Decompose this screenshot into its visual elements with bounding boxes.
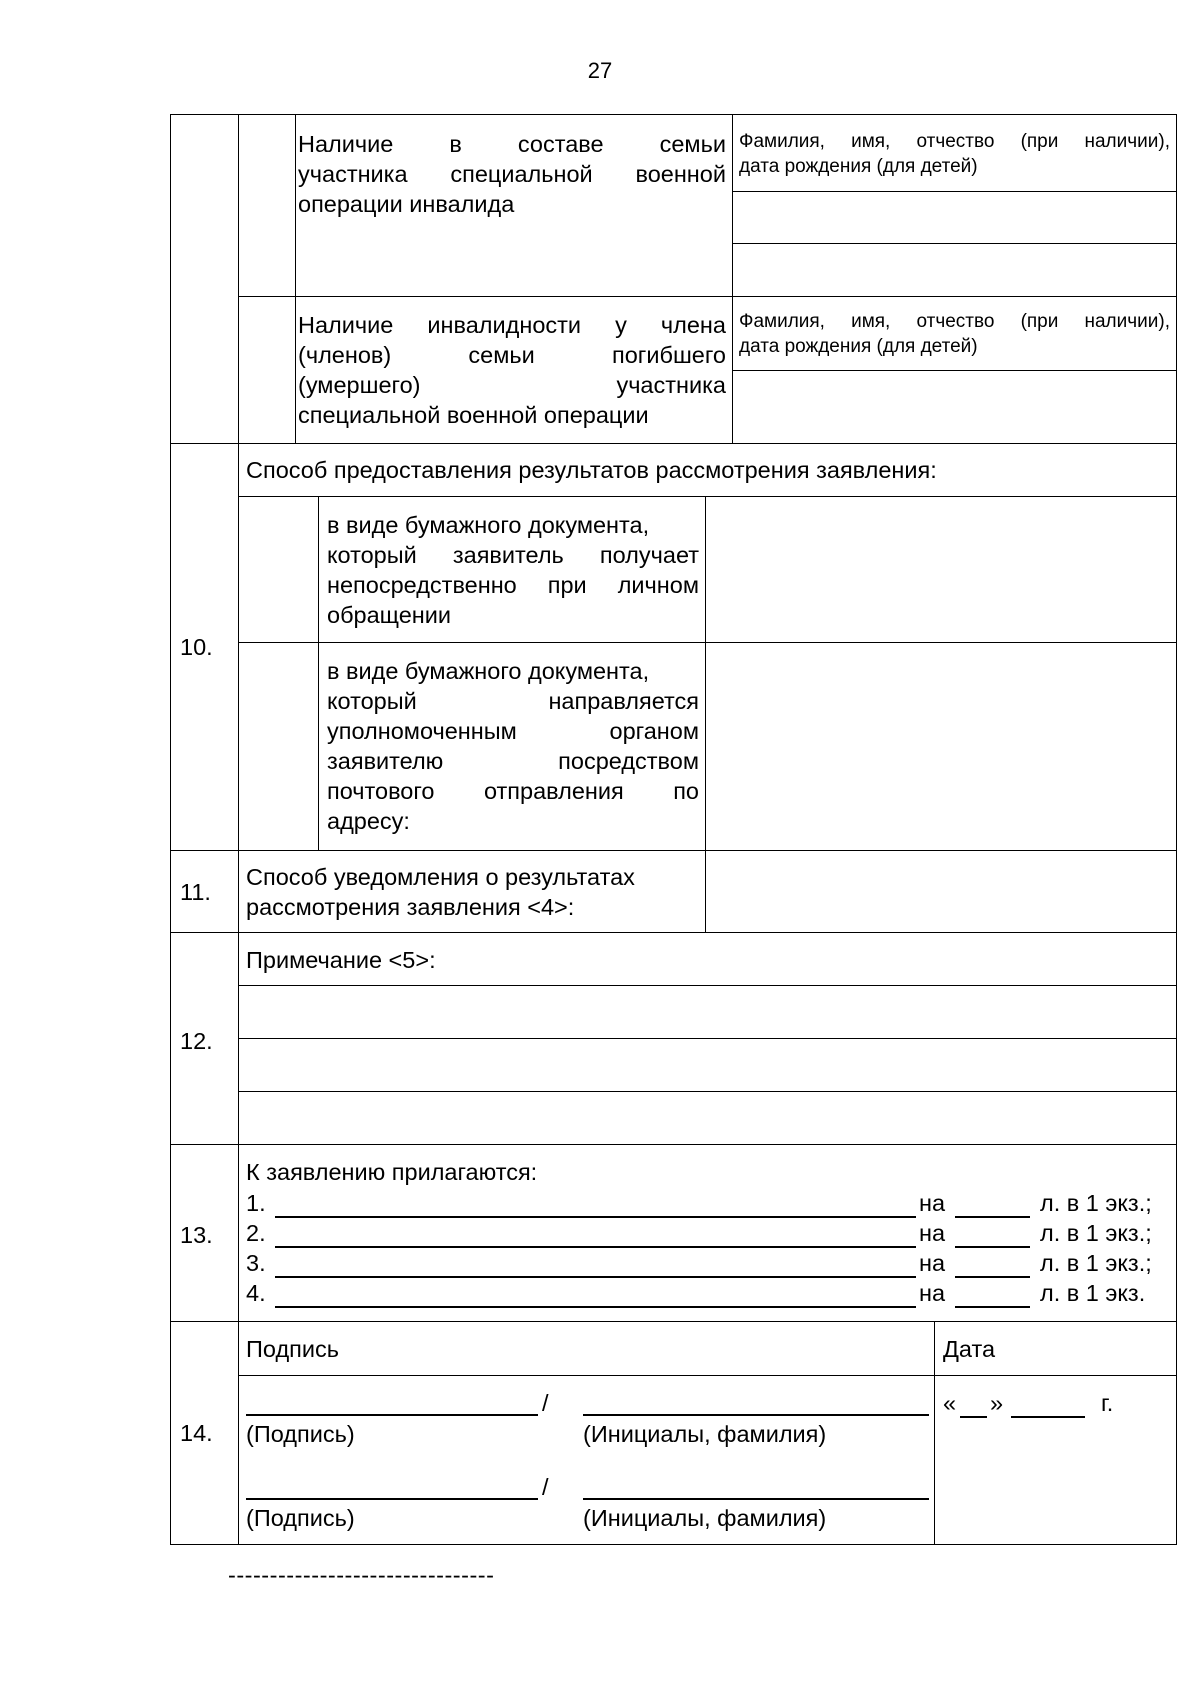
page-number: 27: [587, 58, 613, 83]
date-header: Дата: [943, 1336, 996, 1362]
initials-field[interactable]: [583, 1498, 929, 1500]
initials-field[interactable]: [583, 1414, 929, 1416]
attachment-pages-field[interactable]: [955, 1276, 1030, 1278]
family-disabled-member-label: Наличие в составе семьи участника специальной военной операции инвалида: [298, 131, 726, 217]
attachment-pages-field[interactable]: [955, 1246, 1030, 1248]
fio-column-header: Фамилия, имя, отчество (при наличии), дата рождения (для детей): [739, 131, 1170, 177]
initials-caption: (Инициалы, фамилия): [583, 1421, 827, 1447]
attachment-name-field[interactable]: [275, 1246, 916, 1248]
signature-caption: (Подпись): [246, 1421, 355, 1447]
row-number-13: 13.: [180, 1222, 213, 1248]
row-number-14: 14.: [180, 1420, 213, 1446]
signature-caption: (Подпись): [246, 1505, 355, 1531]
signature-header: Подпись: [246, 1336, 340, 1362]
note-line-2[interactable]: [239, 1039, 1176, 1091]
delivery-option-in-person-checkbox[interactable]: [239, 497, 318, 642]
signature-field[interactable]: [246, 1414, 538, 1416]
table-border-top: [170, 114, 1177, 115]
notification-method-field[interactable]: [706, 851, 1176, 932]
delivery-option-mail-checkbox[interactable]: [239, 643, 318, 850]
fallen-participant-family-disability-label: Наличие инвалидности у члена (членов) семьи погибшего (умершего) участника специальной военной операции: [298, 312, 726, 428]
delivery-option-mail-address-field[interactable]: [706, 643, 1176, 850]
note-line-3[interactable]: [239, 1092, 1176, 1144]
date-month-field[interactable]: [1011, 1416, 1085, 1418]
attachment-pages-field[interactable]: [955, 1306, 1030, 1308]
initials-caption: (Инициалы, фамилия): [583, 1505, 827, 1531]
attachments-title: К заявлению прилагаются:: [246, 1159, 538, 1185]
result-delivery-method-title: Способ предоставления результатов рассмотрения заявления:: [246, 457, 937, 483]
note-title: Примечание <5>:: [246, 947, 436, 973]
attachment-name-field[interactable]: [275, 1276, 916, 1278]
delivery-option-mail-label: в виде бумажного документа, который направляется уполномоченным органом заявителю посредством почтового отправления по адресу:: [327, 658, 699, 834]
attachment-name-field[interactable]: [275, 1306, 916, 1308]
table-border-bottom: [170, 1544, 1177, 1545]
row-number-11: 11.: [180, 879, 211, 905]
row-number-10: 10.: [180, 634, 213, 660]
attachment-pages-field[interactable]: [955, 1216, 1030, 1218]
table-border-right: [1176, 114, 1177, 1545]
fio-column-header: Фамилия, имя, отчество (при наличии), дата рождения (для детей): [739, 311, 1170, 357]
delivery-option-in-person-value[interactable]: [706, 497, 1176, 642]
date-day-field[interactable]: [960, 1416, 987, 1418]
signature-slash: /: [542, 1390, 549, 1416]
signature-slash: /: [542, 1474, 549, 1500]
signature-field[interactable]: [246, 1498, 538, 1500]
footnote-separator: --------------------------------: [228, 1562, 495, 1588]
notification-method-label: Способ уведомления о результатах рассмотрения заявления <4>:: [246, 864, 635, 920]
delivery-option-in-person-label: в виде бумажного документа, который заявитель получает непосредственно при личном обращении: [327, 512, 699, 628]
note-line-1[interactable]: [239, 986, 1176, 1038]
attachment-name-field[interactable]: [275, 1216, 916, 1218]
table-border-left: [170, 114, 171, 1545]
row-number-12: 12.: [180, 1028, 213, 1054]
